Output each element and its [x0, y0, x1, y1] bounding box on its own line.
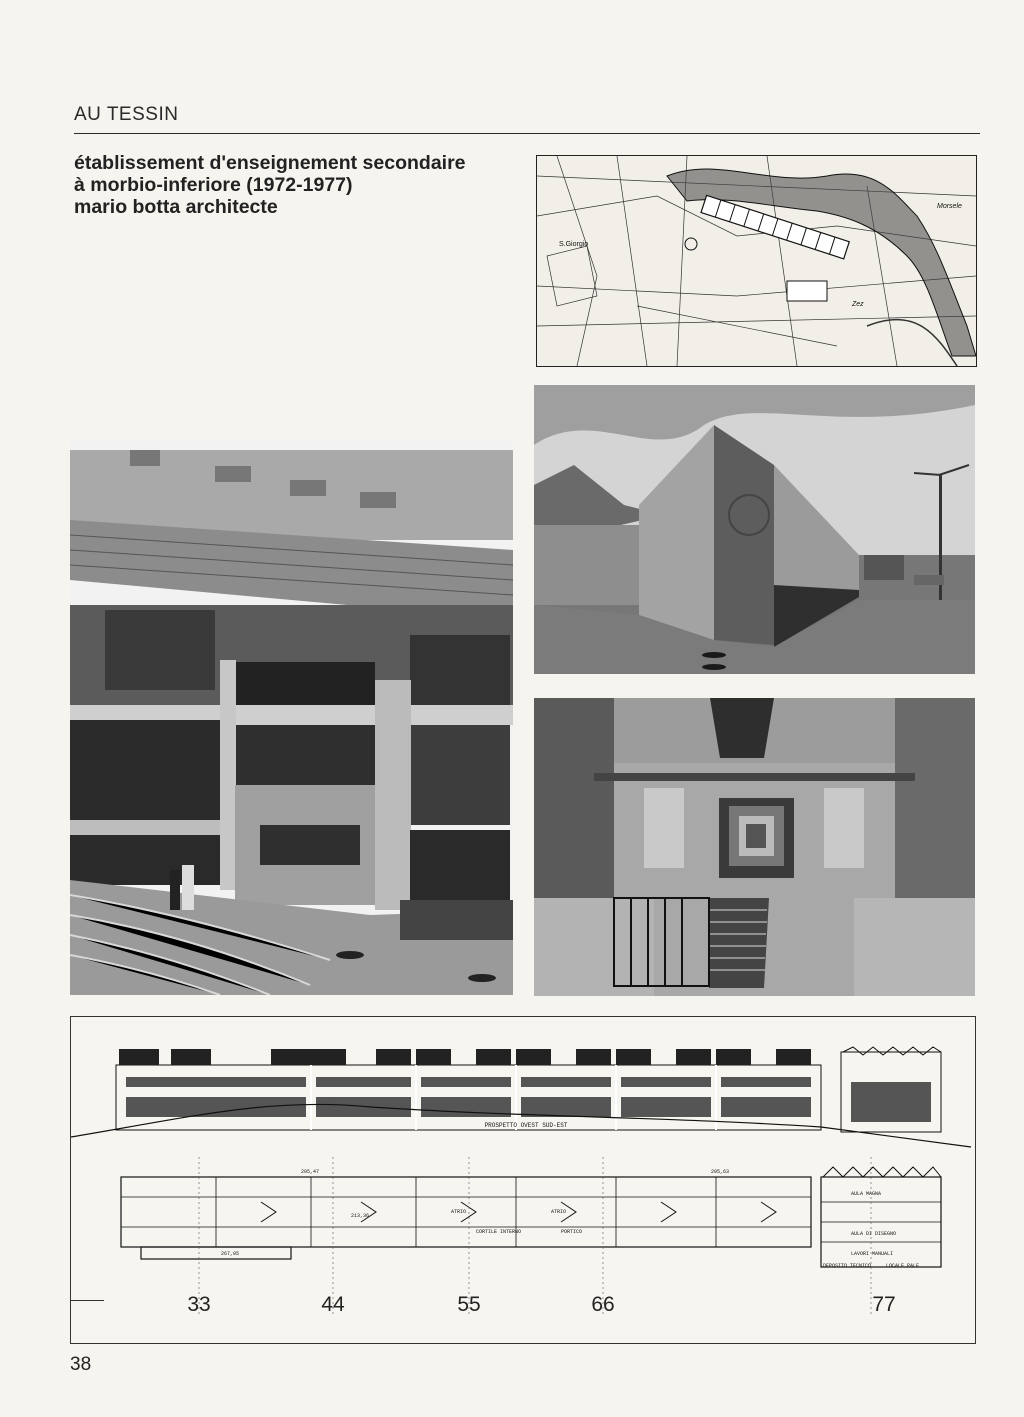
- article-title: [74, 152, 514, 218]
- page-number: 38: [70, 1354, 92, 1375]
- plan-label-atrio-2: ATRIO: [551, 1209, 567, 1215]
- header-rule: [74, 133, 980, 134]
- section-header: AU TESSIN: [74, 104, 179, 125]
- photo-exterior-wall: [534, 385, 975, 674]
- plan-label-lavori-manuali: LAVORI MANUALI: [851, 1251, 894, 1257]
- plan-level-3: 267,05: [221, 1251, 240, 1257]
- plan-label-deposito: DEPOSITO TECNICO: [823, 1263, 872, 1269]
- plan-label-portico: PORTICO: [561, 1229, 583, 1235]
- photo-courtyard-facade: [70, 440, 513, 995]
- plan-level-1: 205,47: [301, 1169, 320, 1175]
- axis-label-66: 66: [591, 1293, 615, 1316]
- site-plan-label-zez: Zez: [852, 301, 864, 308]
- plan-level-2: 205,63: [711, 1169, 730, 1175]
- plan-label-cortile: CORTILE INTERNO: [476, 1229, 522, 1235]
- axis-label-33: 33: [187, 1293, 211, 1316]
- site-plan-map: [536, 155, 977, 367]
- axis-label-55: 55: [457, 1293, 481, 1316]
- elevation-caption: PROSPETTO OVEST SUD-EST: [484, 1122, 568, 1129]
- plan-label-aula-magna: AULA MAGNA: [851, 1191, 882, 1197]
- axis-label-77: 77: [872, 1293, 896, 1316]
- plan-label-locale-pale: LOCALE PALE: [886, 1263, 920, 1269]
- title-line-2: à morbio-inferiore (1972-1977): [74, 174, 353, 196]
- plan-level-4: 213,36: [351, 1213, 370, 1219]
- site-plan-label-morsele: Morsele: [937, 203, 962, 210]
- axis-stub: [70, 1300, 104, 1301]
- plan-label-aula-disegno: AULA DI DISEGNO: [851, 1231, 897, 1237]
- title-line-1: établissement d'enseignement secondaire: [74, 152, 466, 174]
- title-line-3: mario botta architecte: [74, 196, 278, 218]
- axis-label-44: 44: [321, 1293, 345, 1316]
- site-plan-label-sgiorgio: S.Giorgio: [559, 241, 589, 248]
- plan-label-atrio-1: ATRIO: [451, 1209, 467, 1215]
- photo-interior-atrium: [534, 698, 975, 996]
